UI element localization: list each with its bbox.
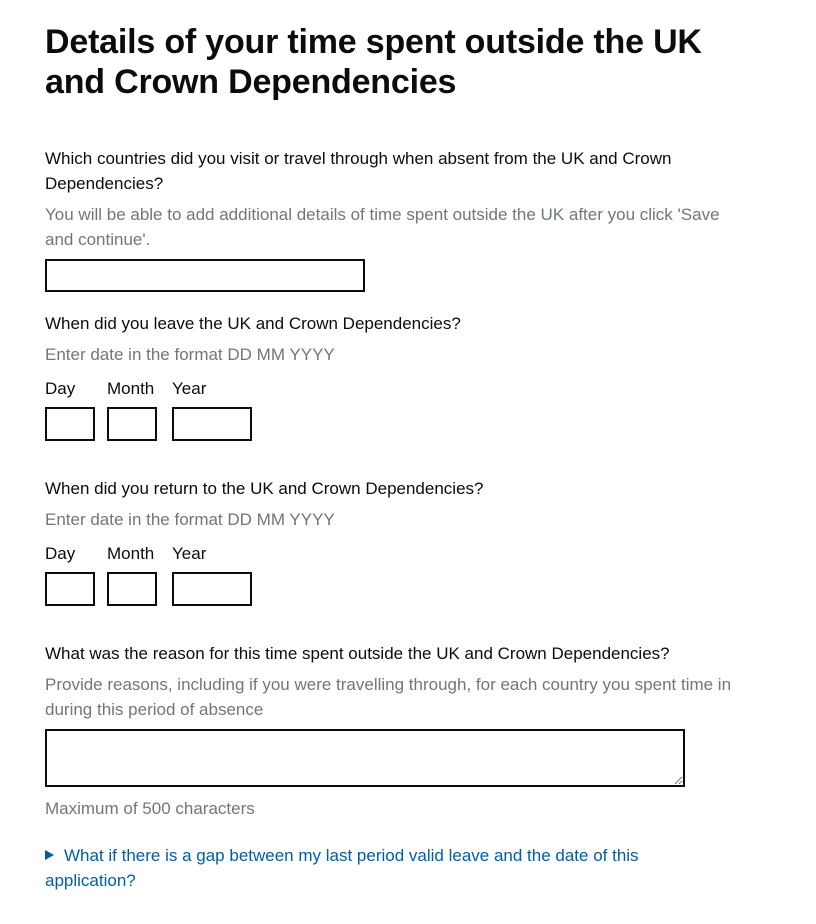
- leave-date-hint: Enter date in the format DD MM YYYY: [45, 345, 335, 364]
- triangle-right-icon: [45, 850, 54, 860]
- return-month-label: Month: [107, 544, 155, 563]
- gap-details-summary-text: What if there is a gap between my last period valid leave and the date of this application?: [45, 846, 639, 890]
- leave-date-label: When did you leave the UK and Crown Dependencies?: [45, 314, 461, 333]
- return-date-hint: Enter date in the format DD MM YYYY: [45, 510, 335, 529]
- return-date-label: When did you return to the UK and Crown Dependencies?: [45, 479, 484, 498]
- reason-textarea[interactable]: [45, 729, 685, 787]
- countries-input[interactable]: [45, 259, 365, 292]
- leave-year-input[interactable]: [172, 407, 252, 441]
- return-day-label: Day: [45, 544, 76, 563]
- reason-hint: Provide reasons, including if you were travelling through, for each country you spent time in during this period of absence: [45, 675, 732, 719]
- reason-label: What was the reason for this time spent outside the UK and Crown Dependencies?: [45, 644, 670, 663]
- countries-label: Which countries did you visit or travel through when absent from the UK and Crown Dependencies?: [45, 149, 672, 193]
- leave-month-label: Month: [107, 379, 155, 398]
- reason-max-chars: Maximum of 500 characters: [45, 799, 255, 818]
- return-year-input[interactable]: [172, 572, 252, 606]
- countries-hint: You will be able to add additional details of time spent outside the UK after you click 'Save and continue'.: [45, 205, 720, 249]
- page-title: Details of your time spent outside the UK and Crown Dependencies: [45, 23, 702, 101]
- leave-day-input[interactable]: [45, 407, 95, 441]
- gap-details-summary[interactable]: [45, 843, 725, 893]
- leave-day-label: Day: [45, 379, 76, 398]
- leave-month-input[interactable]: [107, 407, 157, 441]
- return-year-label: Year: [172, 544, 207, 563]
- leave-year-label: Year: [172, 379, 207, 398]
- return-month-input[interactable]: [107, 572, 157, 606]
- return-day-input[interactable]: [45, 572, 95, 606]
